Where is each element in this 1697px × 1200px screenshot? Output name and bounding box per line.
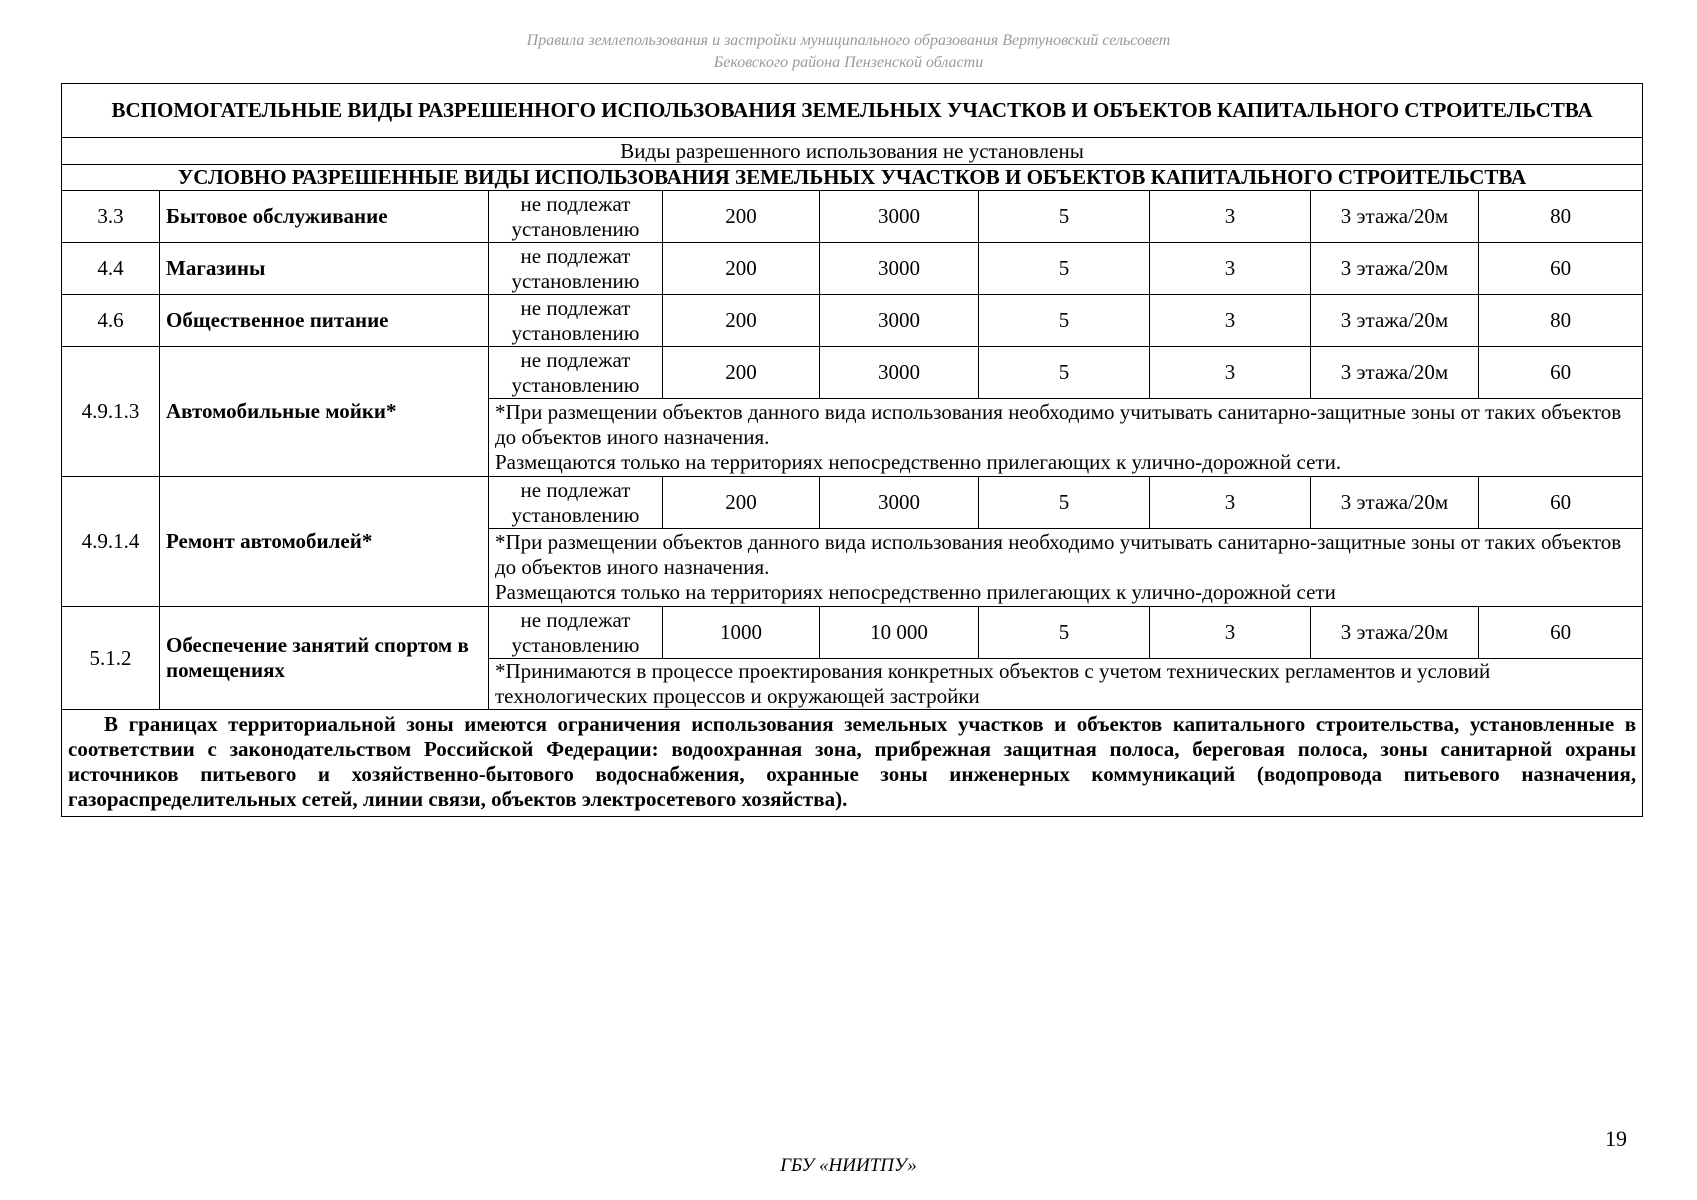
page-number: 19 (1605, 1126, 1627, 1151)
row-code: 4.9.1.3 (62, 347, 160, 477)
row-note: *Принимаются в процессе проектирования конкретных объектов с учетом технических регламентов и условий технологических процессов и окружающей застройки (489, 659, 1643, 710)
table-row (62, 295, 1643, 347)
row-min-area: 200 (663, 295, 820, 347)
restrictions-text: В границах территориальной зоны имеются ограничения использования земельных участков и объектов капитального строительства, установленные в соответствии с законодательством Российской Федерации: водоохранная зона, прибрежная защитная полоса, береговая полоса, зоны санитарной охраны источников питьевого и хозяйственно-бытового водоснабжения, охранные зоны инженерных коммуникаций (водопровода питьевого назначения, газораспределительных сетей, линии связи, объектов электросетевого хозяйства). (62, 710, 1643, 817)
row-floors: 3 этажа/20м (1311, 607, 1479, 659)
land-use-table (61, 83, 1643, 817)
row-min-area: 200 (663, 477, 820, 529)
row-not-subject: не подлежат установлению (489, 347, 663, 399)
auxiliary-section-note: Виды разрешенного использования не установлены (62, 138, 1643, 165)
row-max-area: 3000 (820, 191, 979, 243)
row-code: 4.4 (62, 243, 160, 295)
conditional-section-title: УСЛОВНО РАЗРЕШЕННЫЕ ВИДЫ ИСПОЛЬЗОВАНИЯ ЗЕМЕЛЬНЫХ УЧАСТКОВ И ОБЪЕКТОВ КАПИТАЛЬНОГО СТРОИТЕЛЬСТВА (62, 165, 1643, 191)
row-min-area: 200 (663, 347, 820, 399)
row-max-area: 3000 (820, 295, 979, 347)
row-not-subject: не подлежат установлению (489, 295, 663, 347)
row-not-subject: не подлежат установлению (489, 191, 663, 243)
row-floors: 3 этажа/20м (1311, 477, 1479, 529)
row-value-3: 3 (1150, 477, 1311, 529)
row-floors: 3 этажа/20м (1311, 295, 1479, 347)
row-percent: 60 (1479, 243, 1643, 295)
row-name: Автомобильные мойки* (160, 347, 489, 477)
row-min-area: 200 (663, 191, 820, 243)
document-header (0, 30, 1697, 74)
row-code: 3.3 (62, 191, 160, 243)
row-name: Обеспечение занятий спортом в помещениях (160, 607, 489, 710)
restrictions-row (62, 710, 1643, 817)
row-percent: 60 (1479, 347, 1643, 399)
row-floors: 3 этажа/20м (1311, 243, 1479, 295)
table-row (62, 607, 1643, 659)
row-note: *При размещении объектов данного вида использования необходимо учитывать санитарно-защитные зоны от таких объектов до объектов иного назначения. Размещаются только на территориях непосредственно прилегающих к улично-дорожной сети. (489, 399, 1643, 477)
row-value-5: 5 (979, 295, 1150, 347)
header-line-2: Бековского района Пензенской области (713, 54, 984, 71)
table-row (62, 243, 1643, 295)
row-name: Ремонт автомобилей* (160, 477, 489, 607)
row-max-area: 10 000 (820, 607, 979, 659)
row-value-3: 3 (1150, 243, 1311, 295)
row-floors: 3 этажа/20м (1311, 347, 1479, 399)
row-value-5: 5 (979, 477, 1150, 529)
row-max-area: 3000 (820, 347, 979, 399)
document-footer: ГБУ «НИИТПУ» (780, 1155, 917, 1176)
row-value-3: 3 (1150, 191, 1311, 243)
row-name: Общественное питание (160, 295, 489, 347)
row-percent: 60 (1479, 477, 1643, 529)
row-value-5: 5 (979, 607, 1150, 659)
row-min-area: 1000 (663, 607, 820, 659)
row-min-area: 200 (663, 243, 820, 295)
row-name: Магазины (160, 243, 489, 295)
table-row (62, 477, 1643, 529)
row-code: 4.6 (62, 295, 160, 347)
table-row (62, 191, 1643, 243)
row-percent: 80 (1479, 191, 1643, 243)
row-not-subject: не подлежат установлению (489, 243, 663, 295)
row-value-5: 5 (979, 243, 1150, 295)
row-value-5: 5 (979, 347, 1150, 399)
row-not-subject: не подлежат установлению (489, 477, 663, 529)
row-floors: 3 этажа/20м (1311, 191, 1479, 243)
row-value-3: 3 (1150, 347, 1311, 399)
row-code: 4.9.1.4 (62, 477, 160, 607)
auxiliary-section-title: ВСПОМОГАТЕЛЬНЫЕ ВИДЫ РАЗРЕШЕННОГО ИСПОЛЬЗОВАНИЯ ЗЕМЕЛЬНЫХ УЧАСТКОВ И ОБЪЕКТОВ КАПИТАЛЬНОГО СТРОИТЕЛЬСТВА (62, 84, 1643, 138)
row-note: *При размещении объектов данного вида использования необходимо учитывать санитарно-защитные зоны от таких объектов до объектов иного назначения. Размещаются только на территориях непосредственно прилегающих к улично-дорожной сети (489, 529, 1643, 607)
row-max-area: 3000 (820, 477, 979, 529)
row-percent: 60 (1479, 607, 1643, 659)
row-code: 5.1.2 (62, 607, 160, 710)
row-percent: 80 (1479, 295, 1643, 347)
row-value-3: 3 (1150, 295, 1311, 347)
row-name: Бытовое обслуживание (160, 191, 489, 243)
row-not-subject: не подлежат установлению (489, 607, 663, 659)
row-value-3: 3 (1150, 607, 1311, 659)
row-max-area: 3000 (820, 243, 979, 295)
header-line-1: Правила землепользования и застройки муниципального образования Вертуновский сельсовет (526, 32, 1171, 49)
table-row (62, 347, 1643, 399)
row-value-5: 5 (979, 191, 1150, 243)
